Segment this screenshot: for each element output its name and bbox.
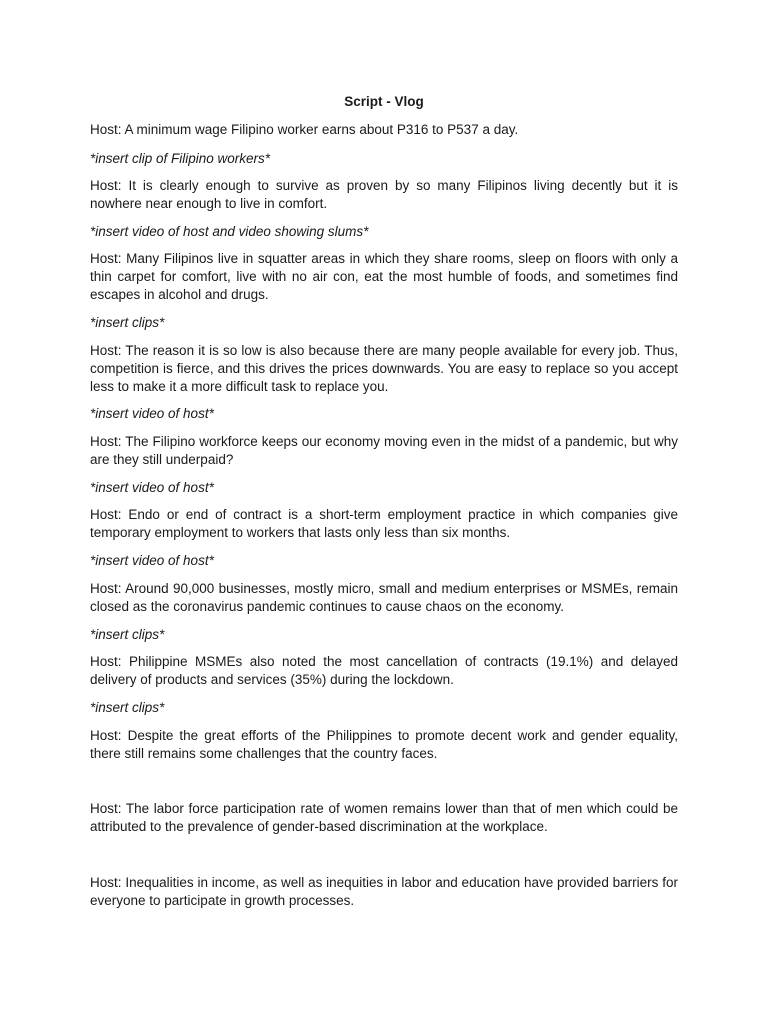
stage-direction: *insert video of host and video showing slums* — [90, 224, 369, 239]
page-title: Script - Vlog — [344, 94, 424, 109]
script-line: Host: The Filipino workforce keeps our economy moving even in the midst of a pandemic, but why are they still underpaid? — [90, 434, 678, 468]
script-line: Host: It is clearly enough to survive as proven by so many Filipinos living decently but it is nowhere near enough to live in comfort. — [90, 178, 678, 212]
script-line: Host: Philippine MSMEs also noted the most cancellation of contracts (19.1%) and delayed delivery of products and services (35%) during the lockdown. — [90, 654, 678, 688]
stage-direction: *insert video of host* — [90, 406, 214, 421]
script-line: Host: The reason it is so low is also because there are many people available for every job. Thus, competition is fierce, and this drives the prices downwards. You are easy to replace so you accept less to make it a more difficult task to replace you. — [90, 343, 678, 395]
stage-direction: *insert clips* — [90, 700, 165, 715]
script-line: Host: Endo or end of contract is a short-term employment practice in which companies give temporary employment to workers that lasts only less than six months. — [90, 507, 678, 541]
script-line: Host: Around 90,000 businesses, mostly micro, small and medium enterprises or MSMEs, remain closed as the coronavirus pandemic continues to cause chaos on the economy. — [90, 581, 678, 615]
script-line: Host: Many Filipinos live in squatter areas in which they share rooms, sleep on floors with only a thin carpet for comfort, live with no air con, eat the most humble of foods, and sometimes find escapes in alcohol and drugs. — [90, 251, 678, 303]
script-line: Host: Inequalities in income, as well as inequities in labor and education have provided barriers for everyone to participate in growth processes. — [90, 875, 678, 909]
stage-direction: *insert video of host* — [90, 480, 214, 495]
stage-direction: *insert clips* — [90, 627, 165, 642]
stage-direction: *insert clips* — [90, 315, 165, 330]
script-line: Host: Despite the great efforts of the Philippines to promote decent work and gender equality, there still remains some challenges that the country faces. — [90, 728, 678, 762]
stage-direction: *insert video of host* — [90, 553, 214, 568]
script-line: Host: The labor force participation rate of women remains lower than that of men which could be attributed to the prevalence of gender-based discrimination at the workplace. — [90, 801, 678, 835]
script-line: Host: A minimum wage Filipino worker earns about P316 to P537 a day. — [90, 122, 519, 137]
stage-direction: *insert clip of Filipino workers* — [90, 151, 271, 166]
